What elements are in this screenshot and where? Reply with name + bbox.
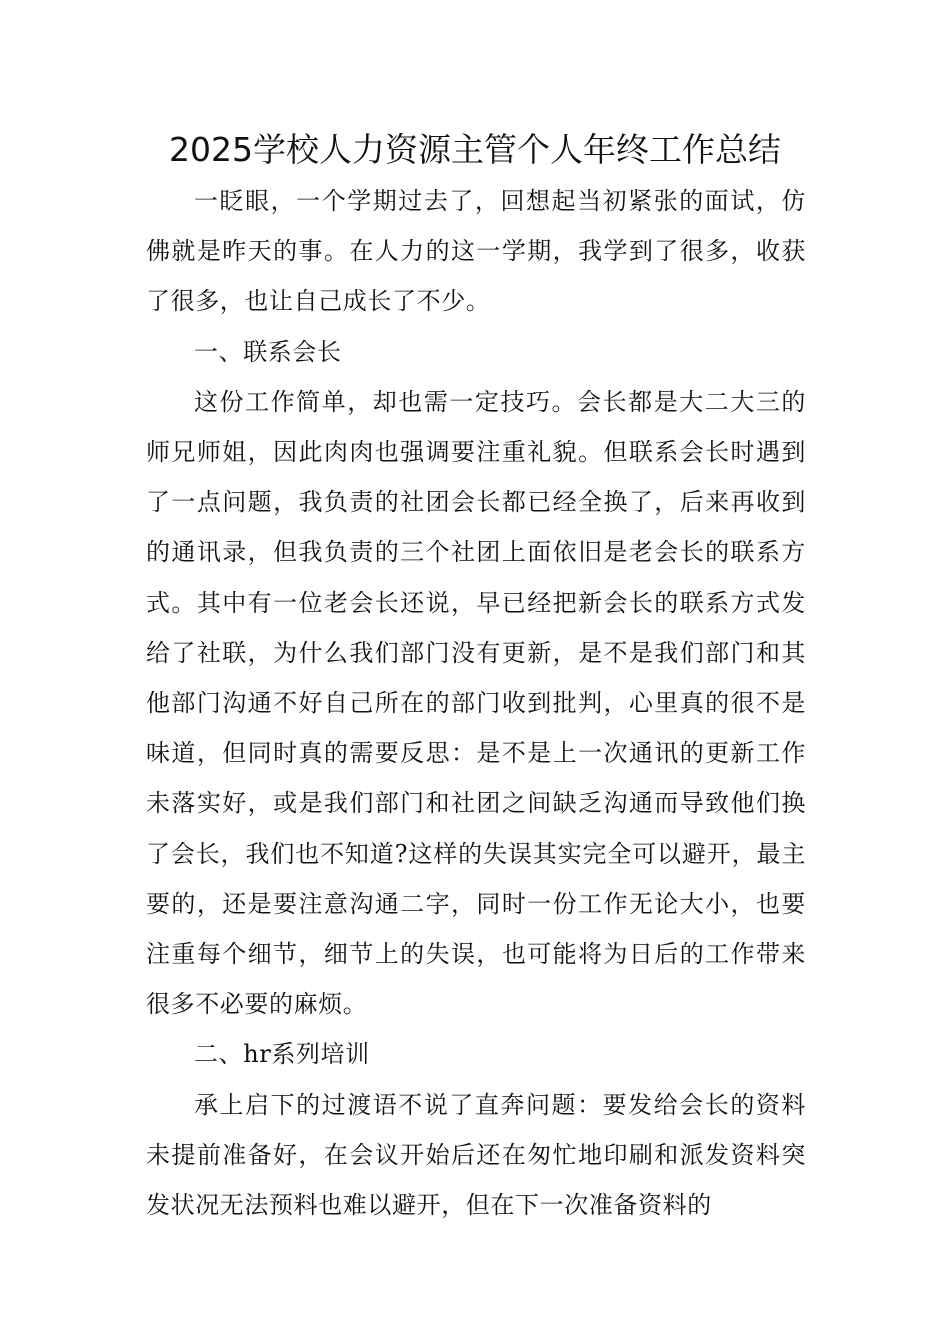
document-title: 2025学校人力资源主管个人年终工作总结	[169, 130, 781, 169]
paragraph-contact-presidents: 这份工作简单，却也需一定技巧。会长都是大二大三的师兄师姐，因此肉肉也强调要注重礼貌。但联系会长时遇到了一点问题，我负责的社团会长都已经全换了，后来再收到的通讯录，但我负责的三个社团上面依旧是老会长的联系方式。其中有一位老会长还说，早已经把新会长的联系方式发给了社联，为什么我们部门没有更新，是不是我们部门和其他部门沟通不好自己所在的部门收到批判，心里真的很不是味道，但同时真的需要反思：是不是上一次通讯的更新工作未落实好，或是我们部门和社团之间缺乏沟通而导致他们换了会长，我们也不知道?这样的失误其实完全可以避开，最主要的，还是要注意沟通二字，同时一份工作无论大小，也要注重每个细节，细节上的失误，也可能将为日后的工作带来很多不必要的麻烦。	[146, 387, 806, 1019]
paragraph-intro: 一眨眼，一个学期过去了，回想起当初紧张的面试，仿佛就是昨天的事。在人力的这一学期，我学到了很多，收获了很多，也让自己成长了不少。	[146, 187, 806, 316]
paragraph-hr-training: 承上启下的过渡语不说了直奔问题：要发给会长的资料未提前准备好，在会议开始后还在匆忙地印刷和派发资料突发状况无法预料也难以避开，但在下一次准备资料的	[146, 1090, 806, 1220]
section-heading-hr-training: 二、hr系列培训	[194, 1040, 370, 1069]
section-heading-contact-presidents: 一、联系会长	[194, 337, 342, 366]
document-body	[146, 176, 806, 1230]
